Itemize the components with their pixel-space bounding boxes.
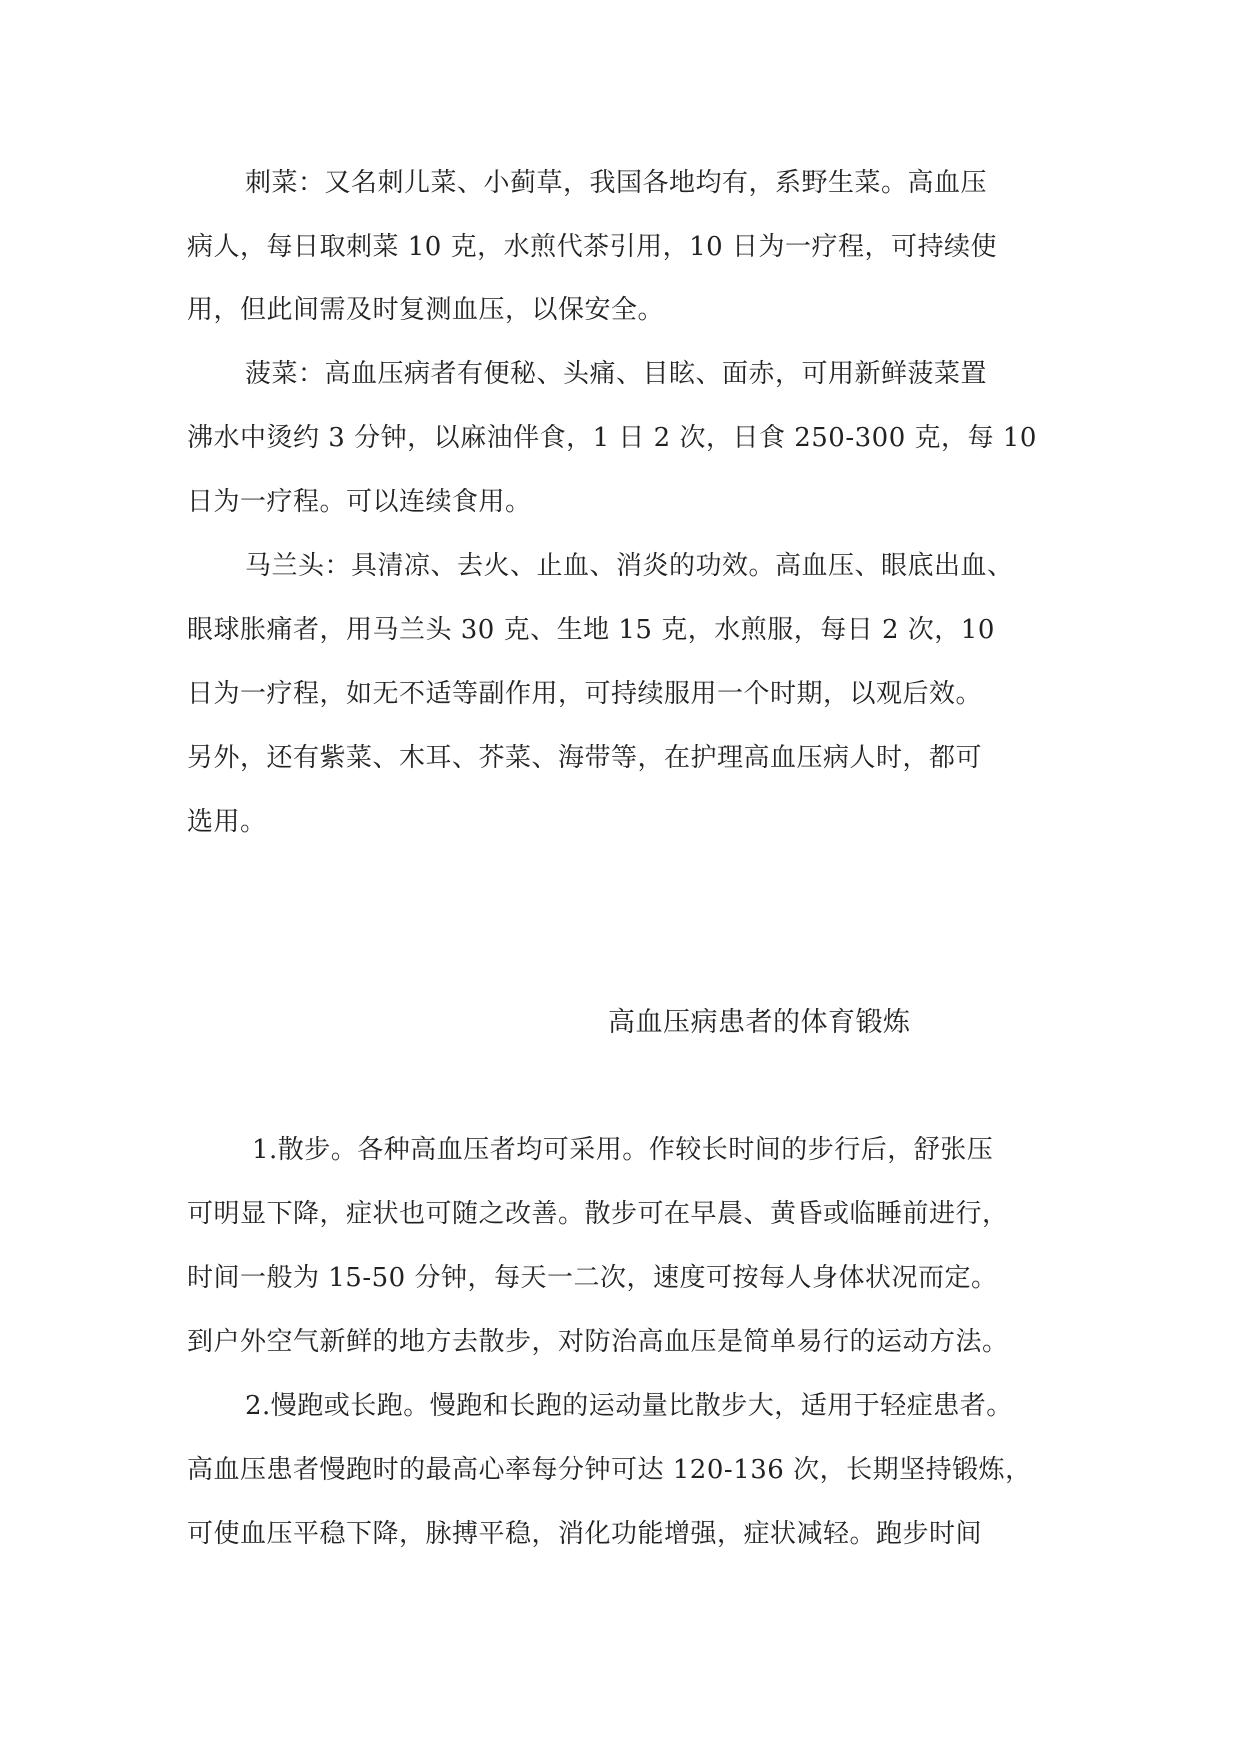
text-line: 到户外空气新鲜的地方去散步，对防治高血压是简单易行的运动方法。 <box>187 1327 1009 1357</box>
text-line: 2.慢跑或长跑。慢跑和长跑的运动量比散步大，适用于轻症患者。 <box>245 1391 1013 1421</box>
text-line: 可明显下降，症状也可随之改善。散步可在早晨、黄昏或临睡前进行， <box>187 1199 1009 1229</box>
section-title: 高血压病患者的体育锻炼 <box>608 1007 911 1038</box>
text-line: 高血压患者慢跑时的最高心率每分钟可达 120-136 次，长期坚持锻炼， <box>187 1455 1032 1485</box>
text-line: 日为一疗程，如无不适等副作用，可持续服用一个时期，以观后效。 <box>187 679 983 709</box>
text-line: 沸水中烫约 3 分钟，以麻油伴食，1 日 2 次，日食 250-300 克，每 10 <box>187 423 1037 453</box>
text-line: 时间一般为 15-50 分钟，每天一二次，速度可按每人身体状况而定。 <box>187 1263 998 1293</box>
text-line: 病人，每日取刺菜 10 克，水煎代茶引用，10 日为一疗程，可持续使 <box>187 232 997 262</box>
text-line: 用，但此间需及时复测血压，以保安全。 <box>187 295 665 325</box>
text-line: 1.散步。各种高血压者均可采用。作较长时间的步行后，舒张压 <box>252 1135 994 1165</box>
text-line: 眼球胀痛者，用马兰头 30 克、生地 15 克，水煎服，每日 2 次，10 <box>187 615 995 645</box>
text-line: 选用。 <box>187 807 267 837</box>
text-line: 另外，还有紫菜、木耳、芥菜、海带等，在护理高血压病人时，都可 <box>187 743 983 773</box>
text-line: 日为一疗程。可以连续食用。 <box>187 487 532 517</box>
text-line: 菠菜：高血压病者有便秘、头痛、目眩、面赤，可用新鲜菠菜置 <box>245 359 988 389</box>
text-line: 马兰头：具清凉、去火、止血、消炎的功效。高血压、眼底出血、 <box>245 551 1014 581</box>
text-line: 可使血压平稳下降，脉搏平稳，消化功能增强，症状减轻。跑步时间 <box>187 1519 983 1549</box>
text-line: 刺菜：又名刺儿菜、小蓟草，我国各地均有，系野生菜。高血压 <box>245 168 988 198</box>
